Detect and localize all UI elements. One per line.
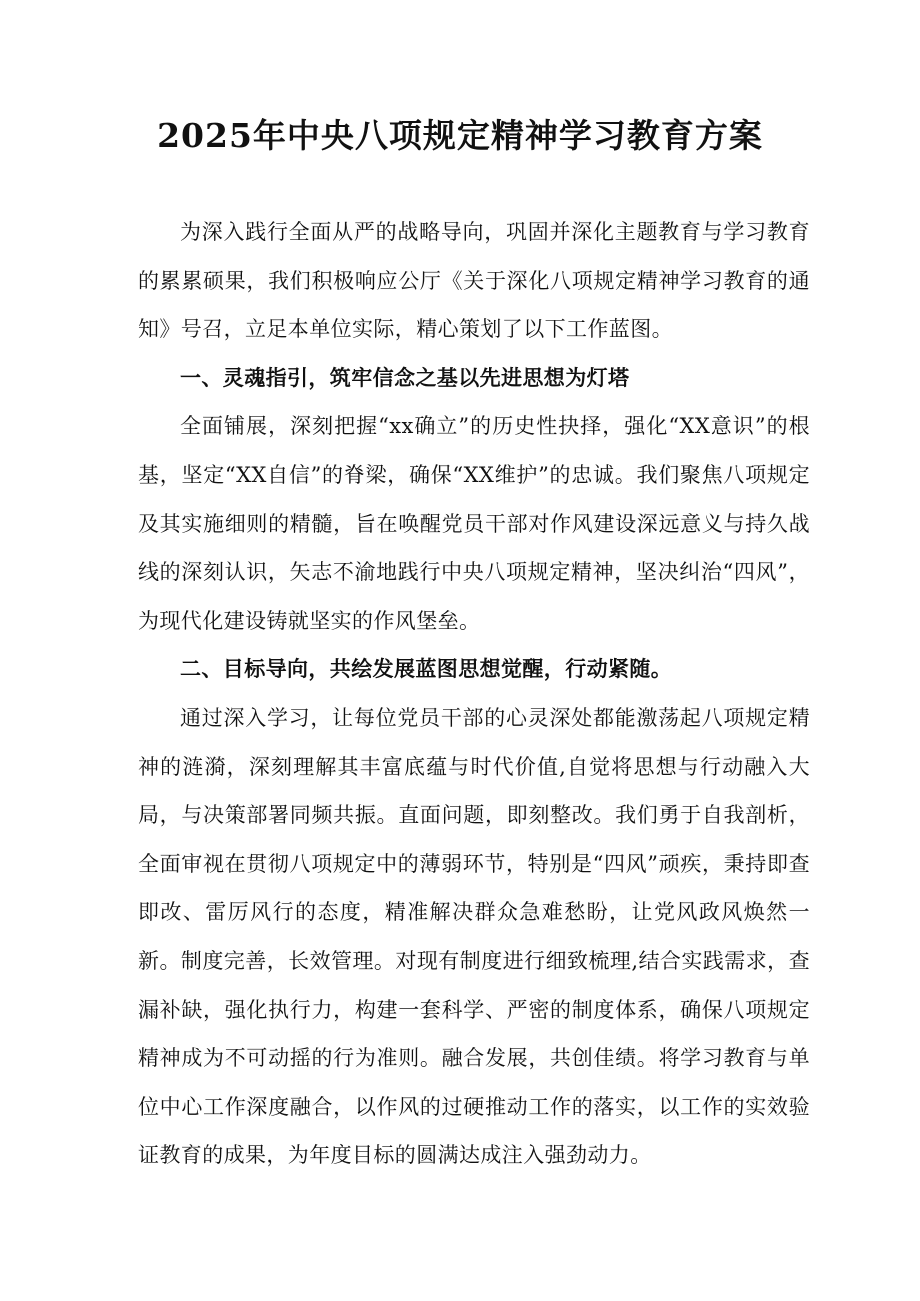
section-heading-2: 二、目标导向，共绘发展蓝图思想觉醒，行动紧随。: [180, 657, 673, 682]
section-heading-1: 一、灵魂指引，筑牢信念之基以先进思想为灯塔: [180, 365, 630, 390]
document-body: [138, 208, 810, 1180]
document-title: 2025年中央八项规定精神学习教育方案: [157, 116, 763, 155]
section-1-paragraph: 全面铺展，深刻把握“xx确立”的历史性抉择，强化“XX意识”的根基，坚定“XX自信”的脊梁，确保“XX维护”的忠诚。我们聚焦八项规定及其实施细则的精髓，旨在唤醒党员干部对作风建设深远意义与持久战线的深刻认识，矢志不渝地践行中央八项规定精神，坚决纠治“四风”，为现代化建设铸就坚实的作风堡垒。: [138, 414, 810, 633]
intro-paragraph: 为深入践行全面从严的战略导向，巩固并深化主题教育与学习教育的累累硕果，我们积极响应公厅《关于深化八项规定精神学习教育的通知》号召，立足本单位实际，精心策划了以下工作蓝图。: [138, 220, 810, 342]
section-2-paragraph: 通过深入学习，让每位党员干部的心灵深处都能激荡起八项规定精神的涟漪，深刻理解其丰富底蕴与时代价值,自觉将思想与行动融入大局，与决策部署同频共振。直面问题，即刻整改。我们勇于自我剖析，全面审视在贯彻八项规定中的薄弱环节，特别是“四风”顽疾，秉持即查即改、雷厉风行的态度，精准解决群众急难愁盼，让党风政风焕然一新。制度完善，长效管理。对现有制度进行细致梳理,结合实践需求，查漏补缺，强化执行力，构建一套科学、严密的制度体系，确保八项规定精神成为不可动摇的行为准则。融合发展，共创佳绩。将学习教育与单位中心工作深度融合，以作风的过硬推动工作的落实，以工作的实效验证教育的成果，为年度目标的圆满达成注入强劲动力。: [138, 705, 810, 1168]
